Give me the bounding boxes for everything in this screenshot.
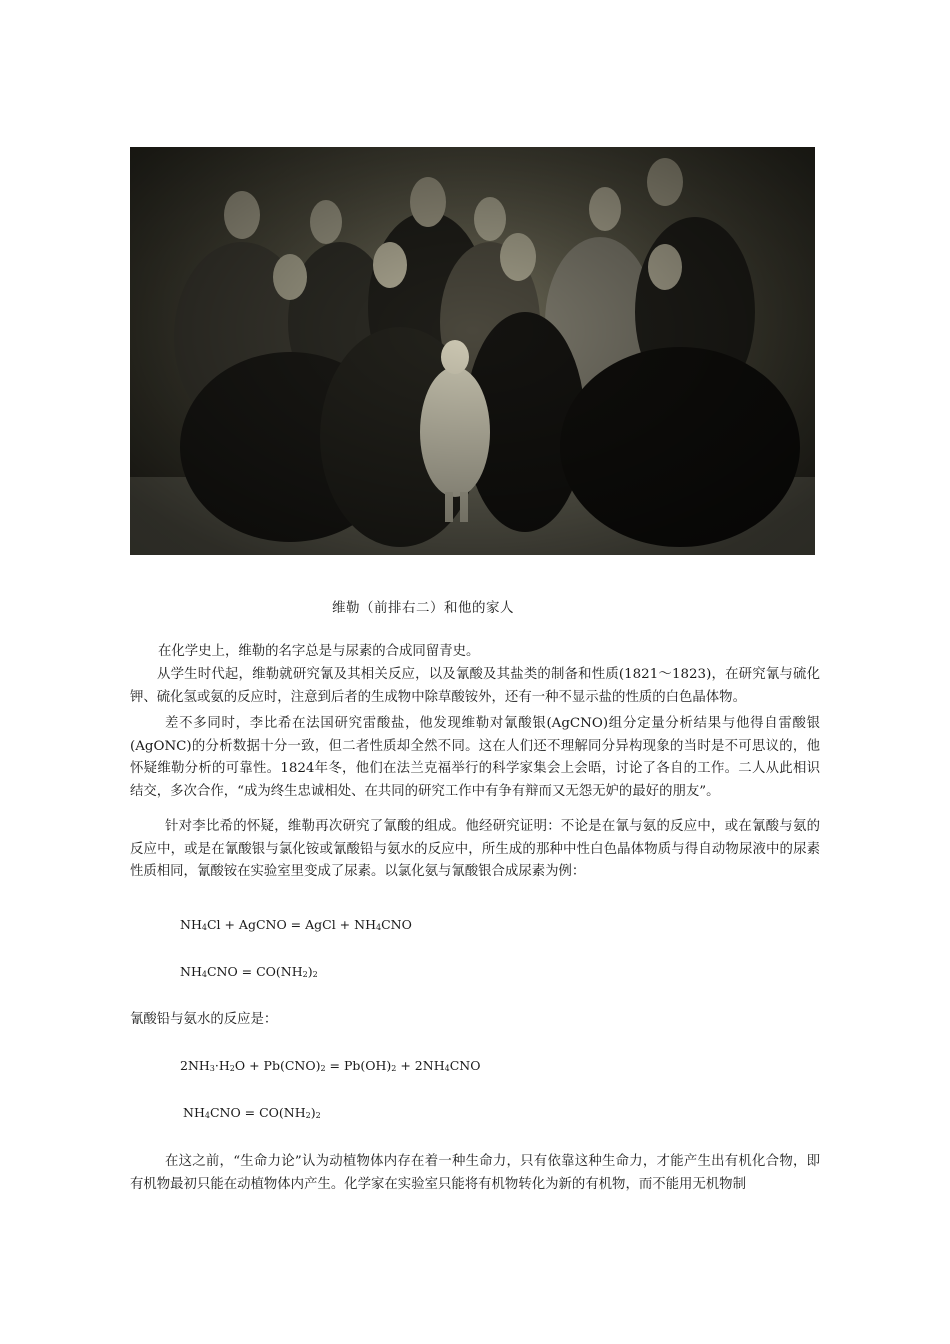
equation-3: $2NH_3\cdot H_2O + Pb(CNO)_2 = Pb(OH)_2 + 2NH_4CNO$ bbox=[180, 1058, 481, 1073]
paragraph-vitalism: 在这之前，“生命力论”认为动植物体内存在着一种生命力，只有依靠这种生命力，才能产生出有机化合物，即有机物最初只能在动植物体内产生。化学家在实验室只能将有机物转化为新的有机物，而不能用无机物制 bbox=[130, 1154, 820, 1192]
equation-1: $NH_4Cl$ + AgCNO = AgCl + $NH_4CNO$ bbox=[180, 917, 412, 932]
equation-2: $NH_4CNO = CO(NH_2)_2$ bbox=[180, 964, 318, 979]
paragraph-intro: 在化学史上，维勒的名字总是与尿素的合成同留青史。 bbox=[158, 644, 480, 659]
family-photograph bbox=[130, 147, 815, 555]
lead-in-text: 氰酸铅与氨水的反应是： bbox=[130, 1012, 278, 1027]
paragraph-liebig: 差不多同时，李比希在法国研究雷酸盐，他发现维勒对氰酸银(AgCNO)组分定量分析结果与他得自雷酸银(AgONC)的分析数据十分一致，但二者性质却全然不同。这在人们还不理解同分异构现象的当时是不可思议的，他怀疑维勒分析的可靠性。1824年冬，他们在法兰克福举行的科学家集会上会晤，讨论了各自的工作。二人从此相识结交，多次合作，“成为终生忠诚相处、在共同的研究工作中有争有辩而又无怨无妒的最好的朋友”。 bbox=[130, 716, 820, 799]
equation-4: $NH_4CNO = CO(NH_2)_2$ bbox=[183, 1105, 321, 1120]
photo-illustration bbox=[130, 147, 815, 555]
photo-caption: 维勒（前排右二）和他的家人 bbox=[332, 600, 514, 616]
paragraph-student-years: 从学生时代起，维勒就研究氰及其相关反应，以及氰酸及其盐类的制备和性质(1821～1823)，在研究氰与硫化钾、硫化氢或氨的反应时，注意到后者的生成物中除草酸铵外，还有一种不显示盐的性质的白色晶体物。 bbox=[130, 667, 820, 705]
paragraph-cyanic-acid: 针对李比希的怀疑，维勒再次研究了氰酸的组成。他经研究证明：不论是在氰与氨的反应中，或在氰酸与氨的反应中，或是在氰酸银与氯化铵或氰酸铅与氨水的反应中，所生成的那种中性白色晶体物质与得自动物尿液中的尿素性质相同，氰酸铵在实验室里变成了尿素。以氯化氨与氰酸银合成尿素为例： bbox=[130, 819, 820, 879]
